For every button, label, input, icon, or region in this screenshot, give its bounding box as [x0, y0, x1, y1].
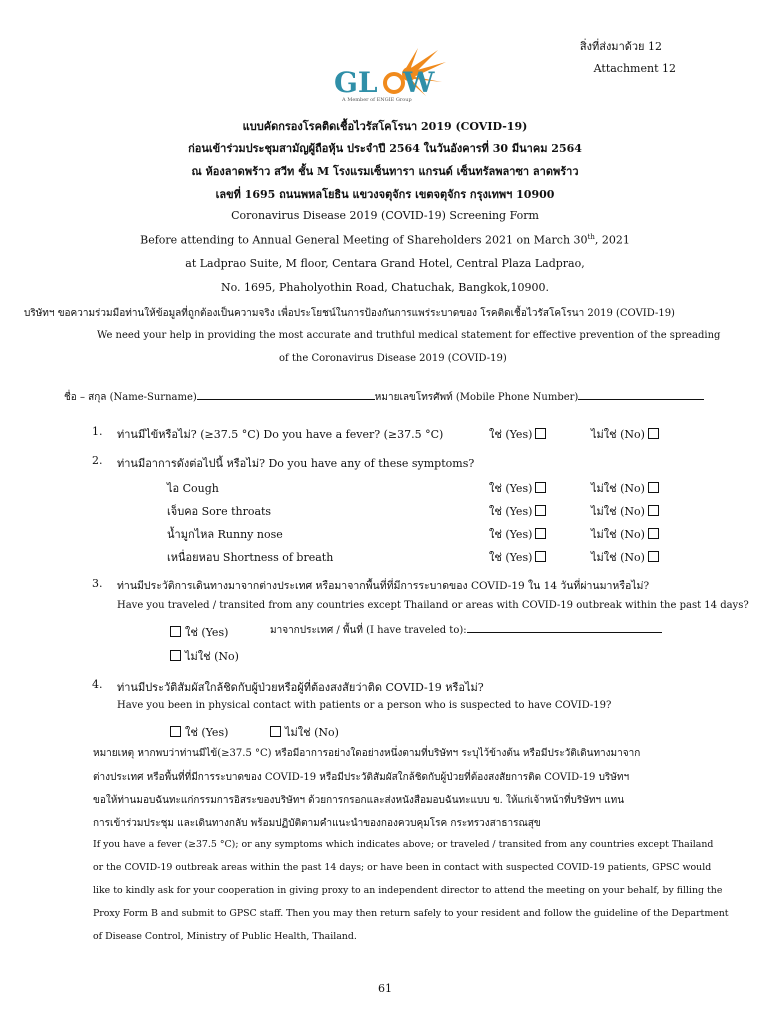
- q3-thai: ท่านมีประวัติการเดินทางมาจากต่างประเทศ หรือมาจากพื้นที่ที่มีการระบาดของ COVID-19 ใน 14 วันที่ผ่านมาหรือไม่?: [117, 580, 650, 592]
- symptom-yes-checkbox[interactable]: [535, 482, 546, 493]
- svg-text:GL: GL: [334, 66, 378, 99]
- svg-text:W: W: [403, 66, 435, 99]
- glow-logo: [330, 48, 448, 110]
- thai-reference: สิ่งที่ส่งมาด้วย 12: [579, 40, 662, 53]
- page-number: 61: [378, 982, 392, 995]
- intro-thai: บริษัทฯ ขอความร่วมมือท่านให้ข้อมูลที่ถูกต้องเป็นความจริง เพื่อประโยชน์ในการป้องกันการแพร่ระบาดของ โรคติดเชื้อไวรัสโคโรนา 2019 (COVID-19): [24, 308, 675, 319]
- q1-yes[interactable]: ใช่ (Yes): [489, 425, 546, 443]
- q4-english: Have you been in physical contact with patients or a person who is suspected to have COVID-19?: [117, 700, 612, 711]
- q4-thai: ท่านมีประวัติสัมผัสใกล้ชิดกับผู้ป่วยหรือผู้ที่ต้องสงสัยว่าติด COVID-19 หรือไม่?: [117, 681, 484, 694]
- symptom-yes[interactable]: ใช่ (Yes): [489, 479, 546, 497]
- name-label: ชื่อ – สกุล (Name-Surname): [64, 392, 197, 403]
- remark-english-4: Proxy Form B and submit to GPSC staff. Then you may then return safely to your resident and follow the guideline of the Department: [93, 908, 729, 919]
- intro-english-2: of the Coronavirus Disease 2019 (COVID-19): [279, 353, 507, 364]
- symptom-no-checkbox[interactable]: [648, 551, 659, 562]
- q3-no[interactable]: ไม่ใช่ (No): [170, 647, 239, 665]
- q2-text: ท่านมีอาการดังต่อไปนี้ หรือไม่? Do you have any of these symptoms?: [117, 457, 475, 470]
- q2-number: 2.: [92, 454, 103, 467]
- intro-english-1: We need your help in providing the most accurate and truthful medical statement for effective prevention of the spreading: [97, 330, 721, 341]
- q3-number: 3.: [92, 577, 103, 590]
- q3-no-checkbox[interactable]: [170, 650, 181, 661]
- phone-label: หมายเลขโทรศัพท์ (Mobile Phone Number): [374, 392, 579, 403]
- q1-no-checkbox[interactable]: [648, 428, 659, 439]
- phone-field[interactable]: [578, 398, 704, 400]
- remark-thai-2: ต่างประเทศ หรือพื้นที่ที่มีการระบาดของ COVID-19 หรือมีประวัติสัมผัสใกล้ชิดกับผู้ป่วยที่ต้องสงสัยการติด COVID-19 บริษัทฯ: [93, 772, 630, 783]
- symptom-label: เหนื่อยหอบ Shortness of breath: [167, 551, 334, 564]
- remark-english-2: or the COVID-19 outbreak areas within the past 14 days; or have been in contact with suspected COVID-19 patients, GPSC would: [93, 862, 712, 873]
- q3-from-field[interactable]: [467, 631, 662, 633]
- q3-english: Have you traveled / transited from any countries except Thailand or areas with COVID-19 outbreak within the past 14 days?: [117, 600, 749, 611]
- remark-english-3: like to kindly ask for your cooperation in giving proxy to an independent director to attend the meeting on your behalf, by filling the: [93, 885, 723, 896]
- remark-thai-3: ขอให้ท่านมอบฉันทะแก่กรรมการอิสระของบริษัทฯ ด้วยการกรอกและส่งหนังสือมอบฉันทะแบบ ข. ให้แก่เจ้าหน้าที่บริษัทฯ แทน: [93, 795, 625, 806]
- title-english-4: No. 1695, Phaholyothin Road, Chatuchak, Bangkok,10900.: [221, 281, 549, 294]
- remark-english-1: If you have a fever (≥37.5 °C); or any symptoms which indicates above; or traveled / transited from any countries except Thailand: [93, 839, 714, 850]
- q1-yes-checkbox[interactable]: [535, 428, 546, 439]
- symptom-no-checkbox[interactable]: [648, 528, 659, 539]
- q3-from: มาจากประเทศ / พื้นที่ (I have traveled to):: [270, 623, 662, 638]
- symptom-no-checkbox[interactable]: [648, 505, 659, 516]
- title-thai-1: แบบคัดกรองโรคติดเชื้อไวรัสโคโรนา 2019 (COVID-19): [242, 120, 528, 133]
- symptom-no[interactable]: ไม่ใช่ (No): [591, 479, 659, 497]
- title-english-1: Coronavirus Disease 2019 (COVID-19) Screening Form: [231, 209, 539, 222]
- q4-no[interactable]: ไม่ใช่ (No): [270, 723, 339, 741]
- title-thai-4: เลขที่ 1695 ถนนพหลโยธิน แขวงจตุจักร เขตจตุจักร กรุงเทพฯ 10900: [215, 188, 555, 201]
- symptom-label: ไอ Cough: [167, 482, 219, 495]
- title-english-3: at Ladprao Suite, M floor, Centara Grand Hotel, Central Plaza Ladprao,: [185, 257, 585, 270]
- q1-number: 1.: [92, 425, 103, 438]
- symptom-yes[interactable]: ใช่ (Yes): [489, 502, 546, 520]
- symptom-yes-checkbox[interactable]: [535, 528, 546, 539]
- q4-no-checkbox[interactable]: [270, 726, 281, 737]
- symptom-label: น้ำมูกไหล Runny nose: [167, 528, 283, 541]
- title-thai-3: ณ ห้องลาดพร้าว สวีท ชั้น M โรงแรมเซ็นทารา แกรนด์ เซ็นทรัลพลาซา ลาดพร้าว: [191, 165, 579, 178]
- q4-yes[interactable]: ใช่ (Yes): [170, 723, 228, 741]
- symptom-no[interactable]: ไม่ใช่ (No): [591, 525, 659, 543]
- symptom-no-checkbox[interactable]: [648, 482, 659, 493]
- attachment-label: Attachment 12: [593, 62, 676, 75]
- q1-no[interactable]: ไม่ใช่ (No): [591, 425, 659, 443]
- q3-yes[interactable]: ใช่ (Yes): [170, 623, 228, 641]
- title-thai-2: ก่อนเข้าร่วมประชุมสามัญผู้ถือหุ้น ประจำปี 2564 ในวันอังคารที่ 30 มีนาคม 2564: [188, 142, 582, 155]
- q1-text: ท่านมีไข้หรือไม่? (≥37.5 °C) Do you have a fever? (≥37.5 °C): [117, 428, 444, 441]
- title-english-2: Before attending to Annual General Meeting of Shareholders 2021 on March 30th, 2021: [140, 233, 630, 247]
- logo-subtitle: A Member of ENGIE Group: [342, 97, 412, 103]
- symptom-yes-checkbox[interactable]: [535, 551, 546, 562]
- symptom-no[interactable]: ไม่ใช่ (No): [591, 548, 659, 566]
- symptom-yes[interactable]: ใช่ (Yes): [489, 525, 546, 543]
- symptom-yes[interactable]: ใช่ (Yes): [489, 548, 546, 566]
- symptom-yes-checkbox[interactable]: [535, 505, 546, 516]
- symptom-label: เจ็บคอ Sore throats: [167, 505, 272, 518]
- q4-yes-checkbox[interactable]: [170, 726, 181, 737]
- q4-number: 4.: [92, 678, 103, 691]
- symptom-no[interactable]: ไม่ใช่ (No): [591, 502, 659, 520]
- q3-yes-checkbox[interactable]: [170, 626, 181, 637]
- name-field[interactable]: [197, 398, 375, 400]
- name-phone-row: [64, 390, 704, 405]
- remark-thai-4: การเข้าร่วมประชุม และเดินทางกลับ พร้อมปฏิบัติตามคำแนะนำของกองควบคุมโรค กระทรวงสาธารณสุข: [93, 818, 541, 829]
- remark-thai-1: หมายเหตุ หากพบว่าท่านมีไข้(≥37.5 °C) หรือมีอาการอย่างใดอย่างหนึ่งตามที่บริษัทฯ ระบุไว้ข้างต้น หรือมีประวัติเดินทางมาจาก: [93, 748, 641, 759]
- remark-english-5: of Disease Control, Ministry of Public Health, Thailand.: [93, 931, 357, 942]
